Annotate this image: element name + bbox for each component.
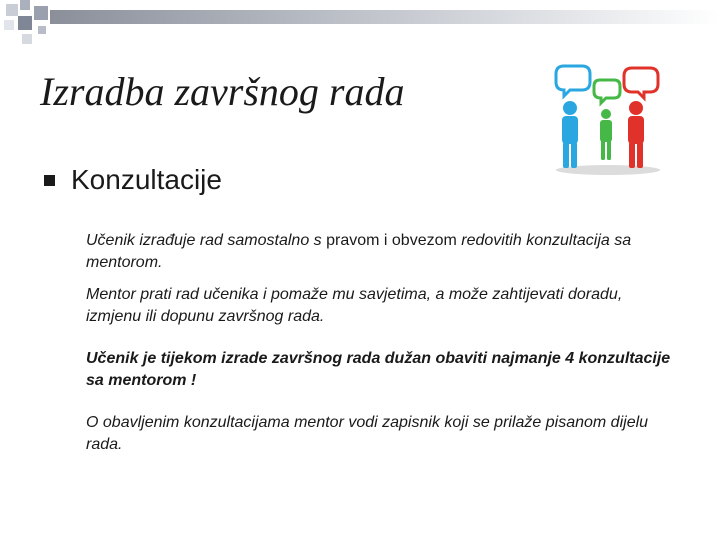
paragraph-3: Učenik je tijekom izrade završnog rada dužan obaviti najmanje 4 konzultacije sa mentorom ! <box>86 350 671 389</box>
paragraph-1-emphasis: pravom i obvezom <box>326 232 457 249</box>
paragraph-1-text-c: redovitih konzultacija sa mentorom. <box>86 232 632 271</box>
paragraph-4: O obavljenim konzultacijama mentor vodi zapisnik koji se prilaže pisanom dijelu rada. <box>86 414 649 453</box>
paragraph-2: Mentor prati rad učenika i pomaže mu savjetima, a može zahtijevati doradu, izmjenu ili dopunu završnog rada. <box>86 286 623 325</box>
speech-bubble-icon <box>594 80 620 103</box>
corner-decoration <box>0 0 60 50</box>
paragraph-1-text-a: Učenik izrađuje rad samostalno s <box>86 232 327 249</box>
bullet-item <box>44 164 222 196</box>
consultation-illustration <box>548 64 668 176</box>
bullet-marker <box>44 175 55 186</box>
person-icon <box>562 101 578 168</box>
speech-bubble-icon <box>556 66 590 96</box>
bullet-label: Konzultacije <box>71 164 222 195</box>
slide-title: Izradba završnog rada <box>40 69 405 114</box>
speech-bubble-icon <box>624 68 658 98</box>
person-icon <box>600 109 612 160</box>
header-gradient-bar <box>50 10 720 24</box>
paragraph-1 <box>86 230 676 274</box>
person-icon <box>628 101 644 168</box>
